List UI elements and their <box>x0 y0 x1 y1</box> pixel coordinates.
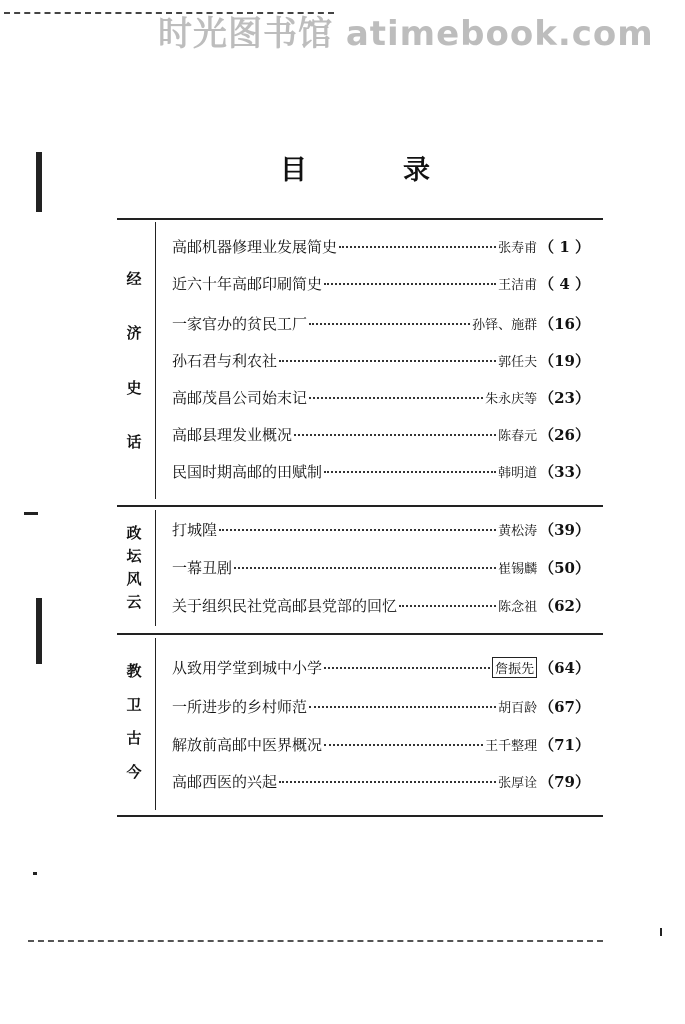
toc-entry-author: 郭任夫 <box>498 355 538 370</box>
binding-mark <box>36 152 42 212</box>
section-label-economy <box>117 268 151 452</box>
toc-entry-title: 民国时期高邮的田赋制 <box>172 463 323 481</box>
toc-entry-title: 孙石君与利农社 <box>172 352 278 370</box>
page-title <box>280 148 430 187</box>
section-label-char: 坛 <box>126 547 142 565</box>
section-label-char: 今 <box>126 762 142 781</box>
toc-entry[interactable] <box>172 387 590 408</box>
toc-entry-page: （ 4 ） <box>539 275 590 293</box>
toc-entry-author: 王千整理 <box>485 739 538 754</box>
toc-entry-page: （23） <box>539 389 590 407</box>
toc-entry[interactable] <box>172 313 590 334</box>
watermark: 时光图书馆 atimebook.com <box>158 14 654 54</box>
scan-speck <box>660 928 662 936</box>
toc-entry[interactable] <box>172 696 590 717</box>
toc-entry-page: （26） <box>539 426 590 444</box>
leader-dots <box>309 706 496 708</box>
leader-dots <box>279 781 496 783</box>
toc-entry-page: （ 1 ） <box>539 238 590 256</box>
binding-mark <box>36 598 42 664</box>
toc-entry-author: 王洁甫 <box>498 278 538 293</box>
toc-entry[interactable] <box>172 350 590 371</box>
toc-entry[interactable] <box>172 461 590 482</box>
leader-dots <box>399 605 496 607</box>
section-label-char: 卫 <box>126 695 142 714</box>
section-label-char: 教 <box>126 662 142 680</box>
leader-dots <box>339 246 496 248</box>
toc-entry-author: 孙铎、施群 <box>472 318 538 333</box>
section-label-char: 济 <box>126 324 142 343</box>
section-label-education-health <box>117 660 151 782</box>
toc-entry-author: 陈春元 <box>498 429 538 444</box>
toc-entry-title: 高邮机器修理业发展简史 <box>172 238 338 256</box>
leader-dots <box>324 283 496 285</box>
toc-entry-title: 一家官办的贫民工厂 <box>172 315 308 333</box>
toc-entry-page: （64） <box>539 659 590 677</box>
toc-entry-author: 崔锡麟 <box>498 562 538 577</box>
leader-dots <box>294 434 496 436</box>
toc-entry-title: 一幕丑剧 <box>172 559 233 577</box>
section-divider <box>117 218 603 220</box>
toc-entry[interactable] <box>172 236 590 257</box>
section-vertical-line <box>155 222 156 499</box>
toc-entry[interactable] <box>172 771 590 792</box>
toc-entry-title: 关于组织民社党高邮县党部的回忆 <box>172 597 398 615</box>
leader-dots <box>234 567 496 569</box>
toc-entry-page: （79） <box>539 773 590 791</box>
toc-entry-author: 韩明道 <box>498 466 538 481</box>
toc-entry-page: （16） <box>539 315 590 333</box>
toc-entry-page: （50） <box>539 559 590 577</box>
toc-entry-page: （67） <box>539 698 590 716</box>
title-char-mu: 目 <box>280 155 307 186</box>
toc-entry-title: 高邮西医的兴起 <box>172 773 278 791</box>
toc-entry-author: 詹振先 <box>492 657 537 678</box>
leader-dots <box>219 529 496 531</box>
toc-entry-page: （33） <box>539 463 590 481</box>
toc-entry-page: （62） <box>539 597 590 615</box>
section-label-char: 经 <box>126 270 142 288</box>
toc-entry-title: 近六十年高邮印刷简史 <box>172 275 323 293</box>
leader-dots <box>324 471 496 473</box>
section-divider <box>117 633 603 635</box>
section-label-char: 政 <box>126 524 142 542</box>
section-vertical-line <box>155 510 156 626</box>
section-label-politics <box>117 522 151 612</box>
leader-dots <box>324 667 490 669</box>
section-divider <box>117 815 603 817</box>
section-label-char: 古 <box>126 729 142 748</box>
toc-entry[interactable] <box>172 424 590 445</box>
toc-entry[interactable] <box>172 734 590 755</box>
toc-entry[interactable] <box>172 273 590 294</box>
toc-entry-author: 张厚诠 <box>498 776 538 791</box>
section-divider <box>117 505 603 507</box>
scan-speck <box>33 872 37 875</box>
toc-entry[interactable] <box>172 519 590 540</box>
toc-entry-title: 从致用学堂到城中小学 <box>172 659 323 677</box>
toc-entry-title: 高邮县理发业概况 <box>172 426 293 444</box>
toc-entry-author: 陈念祖 <box>498 600 538 615</box>
leader-dots <box>309 397 483 399</box>
section-label-char: 风 <box>126 570 142 588</box>
bottom-scan-line <box>28 940 603 942</box>
toc-entry-author: 朱永庆等 <box>485 392 538 407</box>
toc-entry[interactable] <box>172 557 590 578</box>
binding-mark <box>24 512 38 515</box>
toc-entry-author: 黄松涛 <box>498 524 538 539</box>
toc-entry-page: （71） <box>539 736 590 754</box>
title-char-lu: 录 <box>403 155 430 186</box>
toc-entry[interactable] <box>172 657 590 678</box>
toc-entry-page: （19） <box>539 352 590 370</box>
section-label-char: 话 <box>126 432 142 451</box>
section-label-char: 史 <box>126 378 142 397</box>
leader-dots <box>324 744 483 746</box>
toc-entry-author: 张寿甫 <box>498 241 538 256</box>
section-label-char: 云 <box>126 593 142 611</box>
toc-entry-title: 打城隍 <box>172 521 218 539</box>
toc-entry-title: 高邮茂昌公司始末记 <box>172 389 308 407</box>
leader-dots <box>309 323 470 325</box>
toc-entry-title: 解放前高邮中医界概况 <box>172 736 323 754</box>
toc-entry-page: （39） <box>539 521 590 539</box>
toc-entry[interactable] <box>172 595 590 616</box>
toc-entry-title: 一所进步的乡村师范 <box>172 698 308 716</box>
leader-dots <box>279 360 496 362</box>
section-vertical-line <box>155 638 156 810</box>
toc-entry-author: 胡百龄 <box>498 701 538 716</box>
